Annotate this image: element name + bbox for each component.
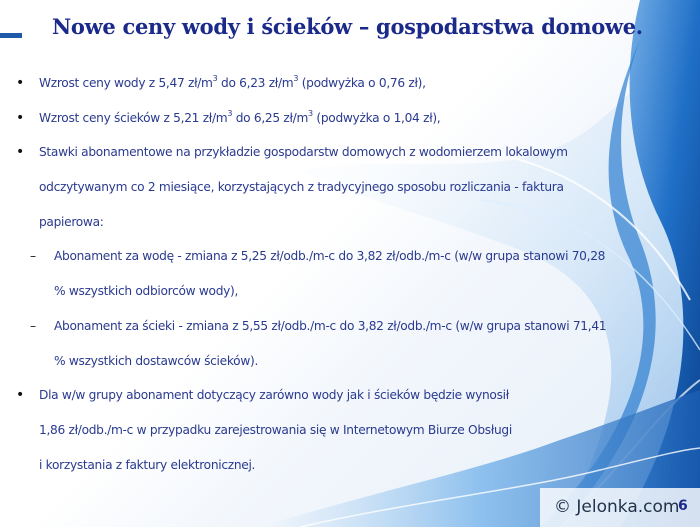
- sub-bullet-line-1: [14, 239, 664, 274]
- continuation-line: [14, 170, 664, 205]
- bullet-marker: •: [16, 109, 24, 126]
- continuation-line: [14, 448, 664, 483]
- bullet-text-sewage-price: Wzrost ceny ścieków z 5,21 $zł/m^3$ do 6,25 $zł/m^3$ (podwyżka o 1,04 zł),: [39, 108, 441, 125]
- continuation-line: [14, 274, 664, 309]
- sub-bullet-text: Abonament za ścieki - zmiana z 5,55 zł/odb./m-c do 3,82 zł/odb./m-c (w/w grupa stanowi 71,41: [54, 318, 607, 333]
- bullet-line-3: [14, 135, 664, 170]
- bullet-marker: •: [16, 75, 24, 91]
- bullet-text: Stawki abonamentowe na przykładzie gospodarstw domowych z wodomierzem lokalowym: [39, 145, 568, 160]
- bullet-text-water-price: Wzrost ceny wody z 5,47 $zł/m^3$ do 6,23 $zł/m^3$ (podwyżka o 0,76 zł),: [39, 73, 426, 90]
- bullet-line-1: [14, 66, 664, 101]
- continuation-line: [14, 413, 664, 448]
- bullet-text: Dla w/w grupy abonament dotyczący zarówno wody jak i ścieków będzie wynosił: [39, 388, 509, 403]
- bullet-text: papierowa:: [39, 214, 104, 229]
- bullet-text: 1,86 zł/odb./m-c w przypadku zarejestrowania się w Internetowym Biurze Obsługi: [39, 422, 512, 437]
- bullet-marker: •: [16, 387, 24, 404]
- bullet-line-2: [14, 101, 664, 136]
- title-accent-bar: [0, 33, 22, 38]
- continuation-line: [14, 205, 664, 240]
- bullet-line-4: [14, 378, 664, 413]
- continuation-line: [14, 344, 664, 379]
- slide-content: [14, 66, 664, 482]
- sub-bullet-marker: –: [30, 249, 36, 264]
- jelonka-watermark: © Jelonka.com: [540, 488, 700, 527]
- bullet-text: i korzystania z faktury elektronicznej.: [39, 457, 256, 472]
- sub-bullet-line-2: [14, 309, 664, 344]
- bullet-marker: •: [16, 144, 24, 161]
- sub-bullet-marker: –: [30, 318, 36, 333]
- page-number: 6: [678, 498, 688, 514]
- bullet-text: odczytywanym co 2 miesiące, korzystających z tradycyjnego sposobu rozliczania - faktura: [39, 180, 564, 195]
- sub-bullet-text: % wszystkich odbiorców wody),: [54, 284, 239, 299]
- sub-bullet-text: % wszystkich dostawców ścieków).: [54, 353, 259, 368]
- sub-bullet-text: Abonament za wodę - zmiana z 5,25 zł/odb./m-c do 3,82 zł/odb./m-c (w/w grupa stanowi 70,28: [54, 249, 606, 264]
- slide-title: Nowe ceny wody i ścieków – gospodarstwa domowe.: [52, 14, 643, 39]
